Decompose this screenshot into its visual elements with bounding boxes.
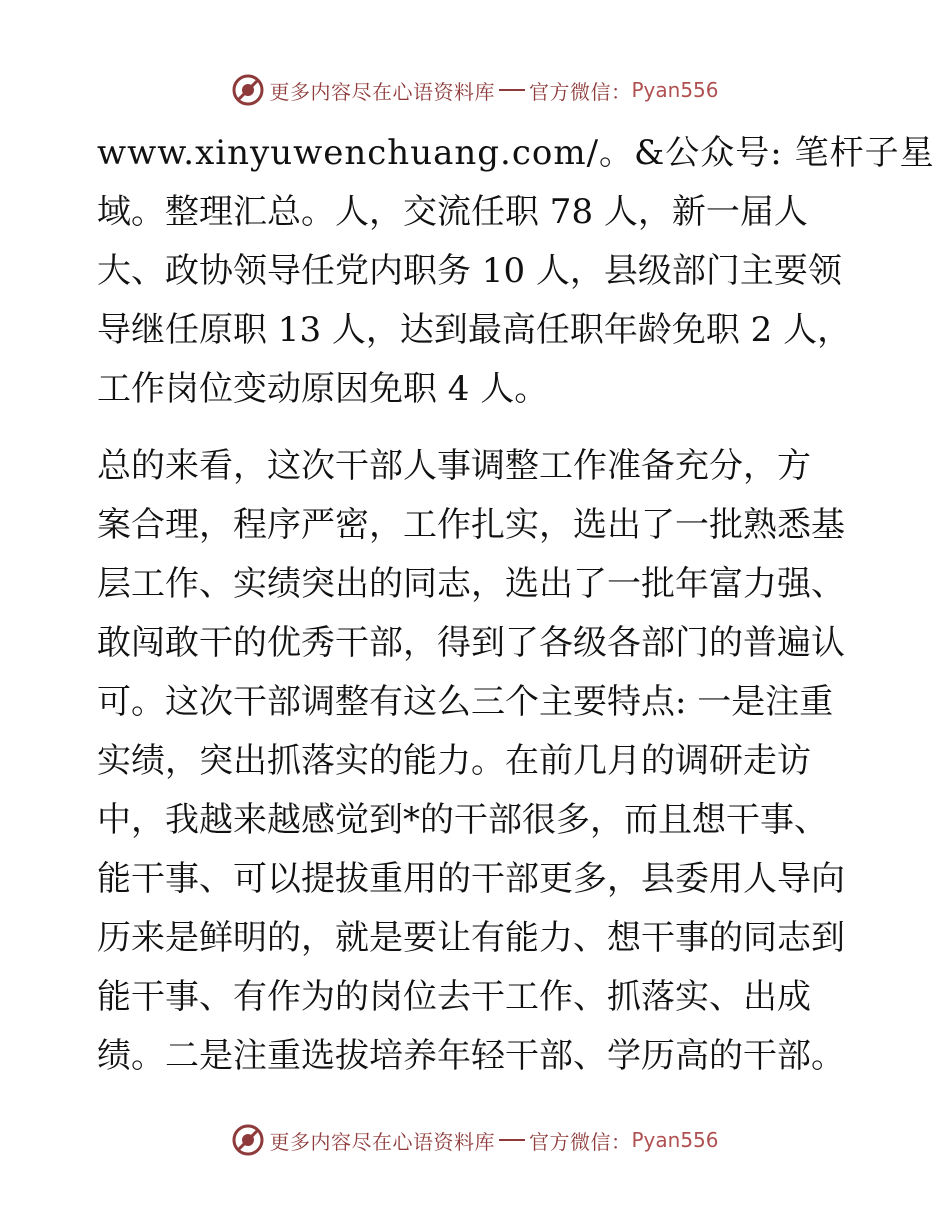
text-line: 历来是鲜明的，就是要让有能力、想干事的同志到 <box>97 918 845 958</box>
banner-main-text: 更多内容尽在心语资料库 <box>269 79 495 104</box>
text-line: 层工作、实绩突出的同志，选出了一批年富力强、 <box>97 564 845 604</box>
banner-wechat-label: 官方微信： <box>528 79 632 104</box>
text-line: 案合理，程序严密，工作扎实，选出了一批熟悉基 <box>97 505 845 545</box>
header-banner <box>0 72 950 108</box>
document-body <box>97 124 935 1086</box>
banner-wechat-id: Pyan556 <box>631 78 719 102</box>
text-line: 可。这次干部调整有这么三个主要特点: 一是注重 <box>97 682 834 722</box>
banner-wechat-label: 官方微信： <box>528 1129 632 1154</box>
text-line: 域。整理汇总。人，交流任职 78 人，新一届人 <box>97 192 808 232</box>
banner-wechat-id: Pyan556 <box>631 1128 719 1152</box>
text-line: 实绩，突出抓落实的能力。在前几月的调研走访 <box>97 741 811 781</box>
paragraph-1 <box>97 124 935 419</box>
text-line: 大、政协领导任党内职务 10 人，县级部门主要领 <box>97 251 842 291</box>
banner-main-text: 更多内容尽在心语资料库 <box>269 1129 495 1154</box>
banner-dash <box>499 1139 525 1141</box>
text-line: 绩。二是注重选拔培养年轻干部、学历高的干部。 <box>97 1036 845 1076</box>
text-line: 敢闯敢干的优秀干部，得到了各级各部门的普遍认 <box>97 623 845 663</box>
text-line: 能干事、可以提拔重用的干部更多，县委用人导向 <box>97 859 845 899</box>
paragraph-2 <box>97 437 857 1086</box>
text-line: www.xinyuwenchuang.com/。&公众号: 笔杆子星 <box>97 133 935 173</box>
text-line: 能干事、有作为的岗位去干工作、抓落实、出成 <box>97 977 811 1017</box>
footer-banner <box>0 1122 950 1158</box>
banner-dash <box>499 89 525 91</box>
text-line: 总的来看，这次干部人事调整工作准备充分，方 <box>97 446 811 486</box>
logo-icon <box>231 1123 265 1157</box>
text-line: 中，我越来越感觉到*的干部很多，而且想干事、 <box>97 800 828 840</box>
text-line: 工作岗位变动原因免职 4 人。 <box>97 369 549 409</box>
text-line: 导继任原职 13 人，达到最高任职年龄免职 2 人， <box>97 310 852 350</box>
logo-icon <box>231 73 265 107</box>
